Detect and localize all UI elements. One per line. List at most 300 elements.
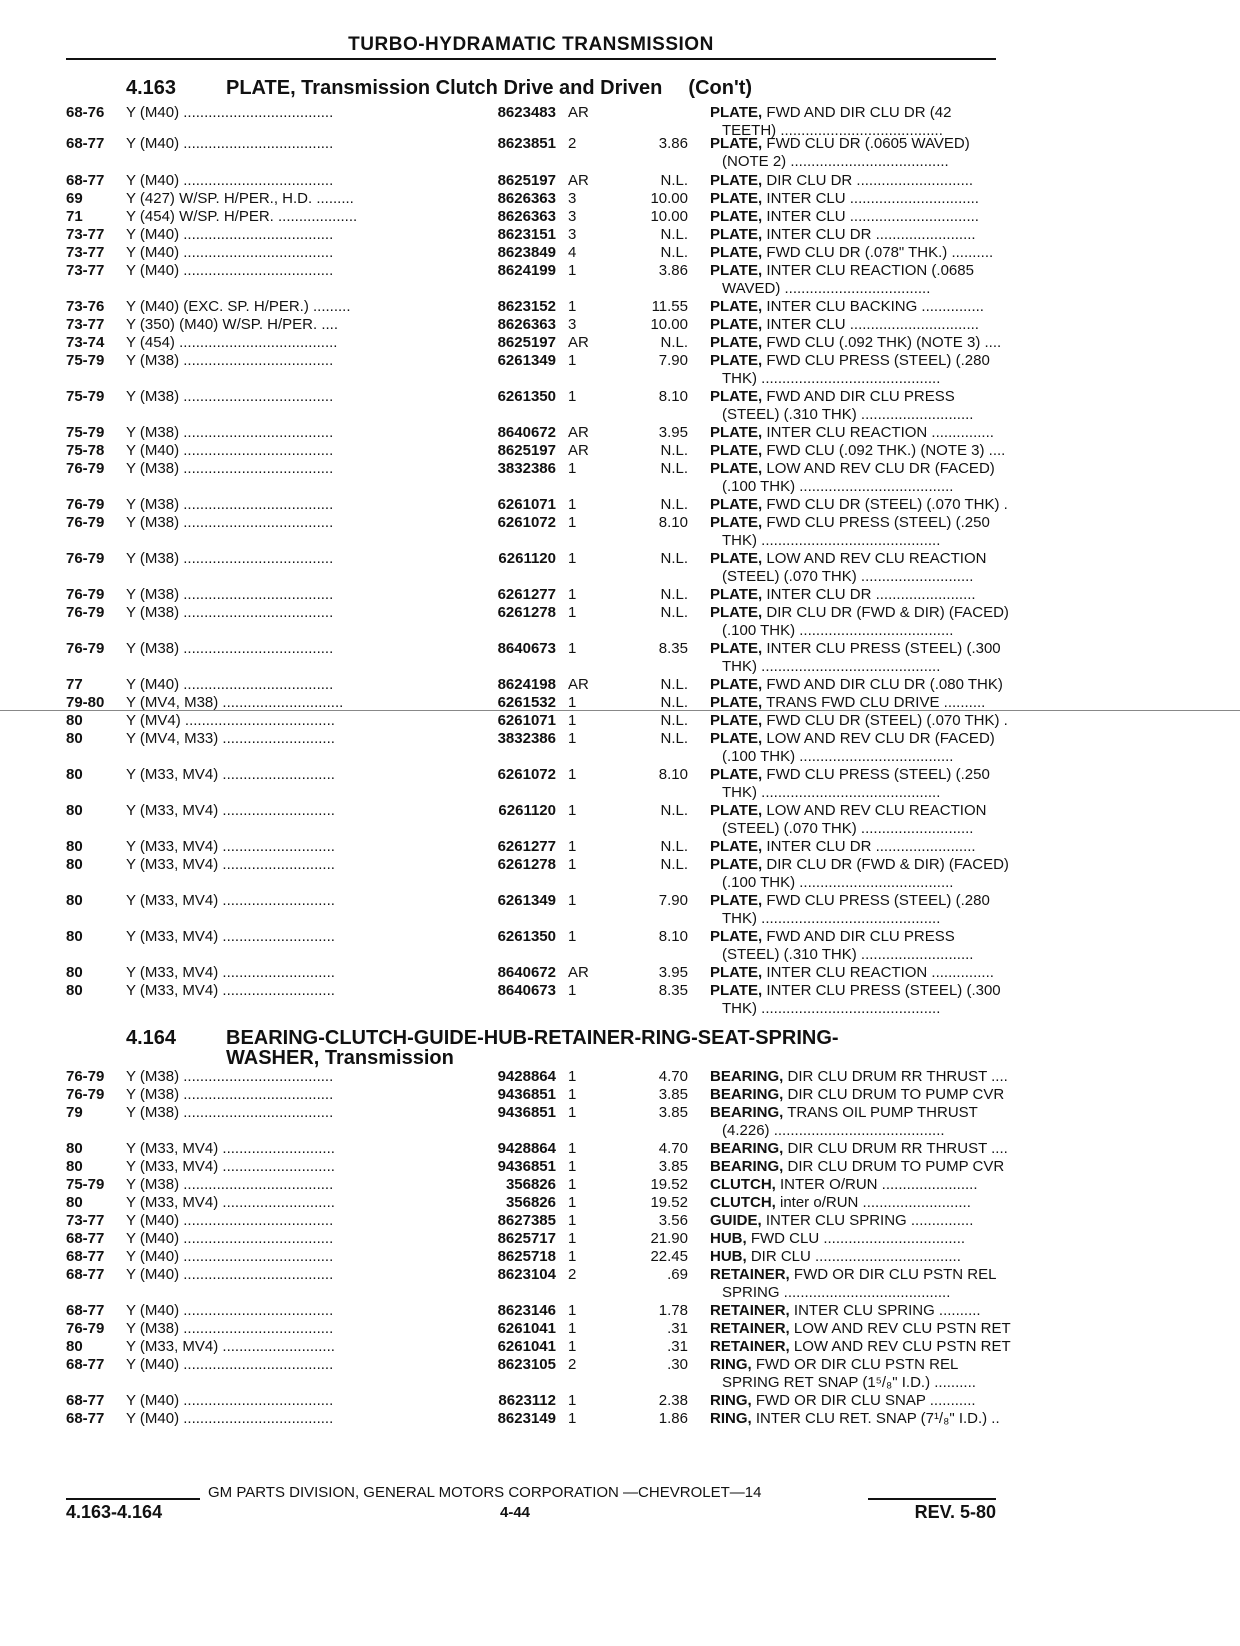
part-description [710,1068,1062,1086]
part-description [710,856,1062,892]
part-description [710,388,1062,424]
part-description [710,424,1062,442]
model-years: 80 [66,730,83,747]
description-text: INTER O/RUN ....................... [780,1176,978,1193]
model-application: Y (427) W/SP. H/PER., H.D. ......... [126,190,354,207]
description-text: FWD OR DIR CLU PSTN REL [755,1356,959,1373]
part-description [710,172,1062,190]
part-number: 6261278 [497,604,556,621]
model-application: Y (M33, MV4) ........................... [126,766,335,783]
description-line [710,1410,1062,1428]
part-number: 8623105 [497,1356,556,1373]
part-number: 8640672 [497,964,556,981]
description-text: DIR CLU DRUM TO PUMP CVR [787,1158,1005,1175]
model-years: 80 [66,712,83,729]
part-number: 9436851 [497,1086,556,1103]
description-text: INTER CLU DR ........................ [766,586,976,603]
quantity: AR [568,104,589,121]
description-line [710,208,1062,226]
model-application: Y (M40) .................................... [126,262,334,279]
description-continuation: THK) ........................................... [722,910,941,927]
part-description [710,1158,1062,1176]
list-price: 3.85 [658,1158,688,1175]
description-text: INTER CLU BACKING ............... [766,298,984,315]
quantity: 1 [568,1068,577,1085]
description-text: FWD CLU PRESS (STEEL) (.280 [766,892,990,909]
model-years: 76-79 [66,460,105,477]
model-application: Y (M40) .................................... [126,1266,334,1283]
model-application: Y (M40) .................................... [126,1212,334,1229]
model-years: 80 [66,766,83,783]
part-description [710,1266,1062,1302]
quantity: 1 [568,460,577,477]
part-number: 6261277 [497,838,556,855]
model-years: 73-74 [66,334,105,351]
part-keyword: PLATE, [710,334,763,351]
part-keyword: PLATE, [710,694,763,711]
description-line [710,1212,1062,1230]
description-line [710,1356,1062,1374]
list-price: 7.90 [658,352,688,369]
description-continuation: THK) ........................................... [722,1000,941,1017]
model-application: Y (M38) .................................... [126,352,334,369]
part-keyword: PLATE, [710,496,763,513]
model-years: 75-79 [66,388,105,405]
list-price: 3.85 [658,1104,688,1121]
description-continuation: WAVED) ................................... [722,280,931,297]
part-keyword: PLATE, [710,586,763,603]
part-keyword: PLATE, [710,460,763,477]
model-years: 80 [66,802,83,819]
description-text: INTER CLU REACTION (.0685 [766,262,974,279]
part-number: 6261072 [497,766,556,783]
part-number: 8640673 [497,640,556,657]
part-keyword: PLATE, [710,604,763,621]
list-price: N.L. [660,712,688,729]
quantity: AR [568,334,589,351]
model-years: 68-77 [66,1410,105,1427]
description-text: FWD CLU DR (STEEL) (.070 THK) . [766,712,1008,729]
description-line [710,388,1062,406]
part-description [710,892,1062,928]
quantity: 2 [568,1356,577,1373]
part-description [710,550,1062,586]
description-text: FWD AND DIR CLU DR (42 [766,104,952,121]
description-text: INTER CLU PRESS (STEEL) (.300 [766,982,1001,999]
list-price: 22.45 [650,1248,688,1265]
part-keyword: PLATE, [710,316,763,333]
description-text: FWD CLU .................................. [750,1230,966,1247]
part-number: 9436851 [497,1158,556,1175]
part-keyword: BEARING, [710,1140,784,1157]
model-application: Y (M33, MV4) ........................... [126,802,335,819]
model-application: Y (M40) .................................... [126,1248,334,1265]
list-price: 8.10 [658,928,688,945]
part-number: 3832386 [497,730,556,747]
list-price: 8.35 [658,640,688,657]
list-price: .30 [667,1356,688,1373]
model-years: 80 [66,856,83,873]
part-keyword: PLATE, [710,640,763,657]
part-keyword: CLUTCH, [710,1194,776,1211]
part-number: 6261277 [497,586,556,603]
part-keyword: PLATE, [710,676,763,693]
part-keyword: PLATE, [710,838,763,855]
description-line [710,1158,1062,1176]
part-keyword: PLATE, [710,514,763,531]
part-description [710,640,1062,676]
list-price: 1.86 [658,1410,688,1427]
description-line [710,104,1062,122]
quantity: 3 [568,208,577,225]
model-years: 73-77 [66,226,105,243]
description-text: FWD CLU DR (STEEL) (.070 THK) . [766,496,1008,513]
model-years: 73-77 [66,244,105,261]
quantity: 2 [568,1266,577,1283]
section-title: BEARING-CLUTCH-GUIDE-HUB-RETAINER-RING-SEAT-SPRING- [226,1027,839,1049]
part-keyword: PLATE, [710,424,763,441]
description-line [710,172,1062,190]
part-keyword: PLATE, [710,928,763,945]
model-years: 79-80 [66,694,105,711]
model-application: Y (M33, MV4) ........................... [126,838,335,855]
description-line [710,730,1062,748]
model-years: 68-77 [66,172,105,189]
model-years: 76-79 [66,1086,105,1103]
model-years: 76-79 [66,1320,105,1337]
description-text: LOW AND REV CLU DR (FACED) [766,730,995,747]
part-keyword: PLATE, [710,190,763,207]
list-price: N.L. [660,676,688,693]
section-title: PLATE, Transmission Clutch Drive and Driven [226,77,663,99]
section-heading [126,78,752,98]
description-text: INTER CLU PRESS (STEEL) (.300 [766,640,1001,657]
description-text: INTER CLU DR ........................ [766,226,976,243]
list-price: N.L. [660,442,688,459]
model-years: 76-79 [66,586,105,603]
model-years: 68-77 [66,1392,105,1409]
list-price: 3.95 [658,424,688,441]
quantity: 3 [568,316,577,333]
part-keyword: RING, [710,1356,752,1373]
part-description [710,334,1062,352]
quantity: 1 [568,1176,577,1193]
quantity: 1 [568,550,577,567]
part-description [710,298,1062,316]
section-number: 4.164 [126,1027,177,1049]
part-description [710,244,1062,262]
model-years: 68-77 [66,1266,105,1283]
quantity: 1 [568,1230,577,1247]
model-application: Y (M38) .................................... [126,1104,334,1121]
part-number: 6261349 [497,352,556,369]
part-keyword: PLATE, [710,388,763,405]
quantity: 1 [568,586,577,603]
list-price: 19.52 [650,1194,688,1211]
quantity: AR [568,676,589,693]
quantity: 1 [568,298,577,315]
part-description [710,262,1062,298]
model-application: Y (M38) .................................... [126,1086,334,1103]
part-number: 6261349 [497,892,556,909]
quantity: 1 [568,352,577,369]
part-number: 356826 [505,1194,556,1211]
description-text: INTER CLU ............................... [766,316,979,333]
part-number: 9428864 [497,1140,556,1157]
model-years: 75-78 [66,442,105,459]
description-continuation: (STEEL) (.310 THK) ........................... [722,406,974,423]
quantity: 3 [568,190,577,207]
part-keyword: PLATE, [710,352,763,369]
description-line [710,1338,1062,1356]
part-description [710,1410,1062,1428]
list-price: 4.70 [658,1068,688,1085]
model-application: Y (454) ...................................... [126,334,338,351]
model-application: Y (M33, MV4) ........................... [126,1158,335,1175]
part-keyword: PLATE, [710,104,763,121]
part-description [710,1176,1062,1194]
description-line [710,1086,1062,1104]
list-price: 1.78 [658,1302,688,1319]
description-line [710,190,1062,208]
description-text: DIR CLU ................................... [750,1248,961,1265]
part-number: 6261278 [497,856,556,873]
description-line [710,424,1062,442]
list-price: N.L. [660,604,688,621]
quantity: 1 [568,1320,577,1337]
part-description [710,1230,1062,1248]
part-number: 6261071 [497,496,556,513]
part-keyword: PLATE, [710,712,763,729]
description-line [710,838,1062,856]
description-text: FWD AND DIR CLU PRESS [766,928,955,945]
description-text: INTER CLU ............................... [766,208,979,225]
model-years: 68-77 [66,135,105,152]
description-line [710,1194,1062,1212]
part-number: 8623483 [497,104,556,121]
description-line [710,1302,1062,1320]
part-keyword: HUB, [710,1230,747,1247]
model-years: 76-79 [66,550,105,567]
description-continuation: TEETH) ....................................... [722,122,943,139]
part-keyword: PLATE, [710,262,763,279]
description-line [710,1230,1062,1248]
model-years: 80 [66,1338,83,1355]
quantity: 1 [568,838,577,855]
description-text: FWD CLU DR (.078" THK.) .......... [766,244,994,261]
description-line [710,586,1062,604]
model-years: 73-77 [66,316,105,333]
list-price: N.L. [660,586,688,603]
part-description [710,928,1062,964]
list-price: .69 [667,1266,688,1283]
quantity: 1 [568,982,577,999]
list-price: 3.86 [658,262,688,279]
description-line [710,1140,1062,1158]
description-line [710,1176,1062,1194]
description-text: FWD AND DIR CLU DR (.080 THK) [766,676,1003,693]
description-continuation: (.100 THK) ..................................... [722,748,954,765]
model-application: Y (M33, MV4) ........................... [126,1338,335,1355]
part-description [710,712,1062,730]
part-keyword: PLATE, [710,298,763,315]
model-years: 79 [66,1104,83,1121]
description-continuation: THK) ........................................... [722,784,941,801]
part-number: 9428864 [497,1068,556,1085]
list-price: 3.95 [658,964,688,981]
part-keyword: PLATE, [710,208,763,225]
model-application: Y (M38) .................................... [126,604,334,621]
description-text: INTER CLU SPRING ............... [765,1212,974,1229]
section-continued: (Con't) [688,77,753,99]
part-number: 8627385 [497,1212,556,1229]
list-price: N.L. [660,226,688,243]
model-years: 75-79 [66,424,105,441]
quantity: 1 [568,856,577,873]
model-years: 69 [66,190,83,207]
part-number: 6261072 [497,514,556,531]
page-number: 4-44 [500,1504,531,1521]
part-number: 8625197 [497,334,556,351]
model-application: Y (M33, MV4) ........................... [126,982,335,999]
description-continuation: (STEEL) (.070 THK) ........................... [722,568,974,585]
model-application: Y (M33, MV4) ........................... [126,892,335,909]
part-keyword: PLATE, [710,550,763,567]
list-price: 3.85 [658,1086,688,1103]
quantity: 1 [568,712,577,729]
description-text: LOW AND REV CLU REACTION [766,802,987,819]
list-price: N.L. [660,856,688,873]
description-continuation: (STEEL) (.310 THK) ........................... [722,946,974,963]
part-number: 8623152 [497,298,556,315]
quantity: 1 [568,1194,577,1211]
part-keyword: RING, [710,1392,752,1409]
revision-date: REV. 5-80 [914,1502,996,1522]
part-number: 356826 [505,1176,556,1193]
description-text: FWD CLU PRESS (STEEL) (.280 [766,352,990,369]
part-number: 8623851 [497,135,556,152]
list-price: N.L. [660,334,688,351]
list-price: N.L. [660,550,688,567]
description-text: INTER CLU REACTION ............... [766,964,994,981]
description-line [710,514,1062,532]
list-price: N.L. [660,730,688,747]
description-line [710,1392,1062,1410]
description-line [710,1068,1062,1086]
description-line [710,262,1062,280]
part-keyword: PLATE, [710,244,763,261]
part-keyword: BEARING, [710,1158,784,1175]
quantity: 1 [568,1086,577,1103]
description-continuation: (4.226) ......................................... [722,1122,945,1139]
quantity: 1 [568,388,577,405]
quantity: 1 [568,694,577,711]
page-title: TURBO-HYDRAMATIC TRANSMISSION [348,34,714,55]
model-years: 76-79 [66,514,105,531]
model-years: 76-79 [66,604,105,621]
part-keyword: CLUTCH, [710,1176,776,1193]
description-line [710,964,1062,982]
part-description [710,442,1062,460]
description-line [710,1266,1062,1284]
description-line [710,712,1062,730]
description-line [710,1320,1062,1338]
model-application: Y (MV4) .................................... [126,712,335,729]
model-application: Y (MV4, M33) ........................... [126,730,335,747]
part-description [710,802,1062,838]
model-application: Y (M38) .................................... [126,1068,334,1085]
description-text: FWD CLU DR (.0605 WAVED) [766,135,970,152]
model-years: 80 [66,982,83,999]
list-price: N.L. [660,244,688,261]
model-application: Y (M40) (EXC. SP. H/PER.) ......... [126,298,351,315]
part-description [710,1104,1062,1140]
model-application: Y (M40) .................................... [126,442,334,459]
model-years: 76-79 [66,496,105,513]
quantity: 1 [568,604,577,621]
part-description [710,352,1062,388]
model-application: Y (M38) .................................... [126,460,334,477]
quantity: AR [568,964,589,981]
model-years: 80 [66,1158,83,1175]
model-years: 68-77 [66,1302,105,1319]
quantity: 1 [568,802,577,819]
list-price: 21.90 [650,1230,688,1247]
section-heading [126,1027,839,1069]
model-years: 73-77 [66,1212,105,1229]
part-number: 6261041 [497,1320,556,1337]
footer-publisher: GM PARTS DIVISION, GENERAL MOTORS CORPORATION —CHEVROLET—14 [208,1484,762,1501]
description-text: LOW AND REV CLU PSTN RET [793,1320,1011,1337]
section-range: 4.163-4.164 [66,1502,163,1522]
model-years: 68-77 [66,1230,105,1247]
part-number: 8625197 [497,442,556,459]
part-description [710,514,1062,550]
part-description [710,226,1062,244]
quantity: 1 [568,1248,577,1265]
model-application: Y (M40) .................................... [126,104,334,121]
description-text: INTER CLU REACTION ............... [766,424,994,441]
model-application: Y (M40) .................................... [126,226,334,243]
quantity: 1 [568,766,577,783]
description-line [710,550,1062,568]
footer-rule-right [868,1498,996,1500]
quantity: 1 [568,514,577,531]
model-application: Y (M40) .................................... [126,1410,334,1427]
list-price: N.L. [660,460,688,477]
description-text: DIR CLU DR ............................ [766,172,974,189]
description-text: FWD CLU PRESS (STEEL) (.250 [766,766,990,783]
description-text: FWD AND DIR CLU PRESS [766,388,955,405]
part-keyword: RETAINER, [710,1266,790,1283]
model-application: Y (M40) .................................... [126,244,334,261]
part-number: 3832386 [497,460,556,477]
description-text: DIR CLU DR (FWD & DIR) (FACED) [766,604,1009,621]
description-line [710,1104,1062,1122]
part-number: 8625717 [497,1230,556,1247]
description-line [710,856,1062,874]
model-years: 71 [66,208,83,225]
part-keyword: RING, [710,1410,752,1427]
list-price: 8.10 [658,514,688,531]
list-price: N.L. [660,838,688,855]
part-number: 8623849 [497,244,556,261]
part-keyword: BEARING, [710,1086,784,1103]
part-description [710,982,1062,1018]
list-price: 10.00 [650,316,688,333]
model-application: Y (M38) .................................... [126,1176,334,1193]
list-price: 3.86 [658,135,688,152]
